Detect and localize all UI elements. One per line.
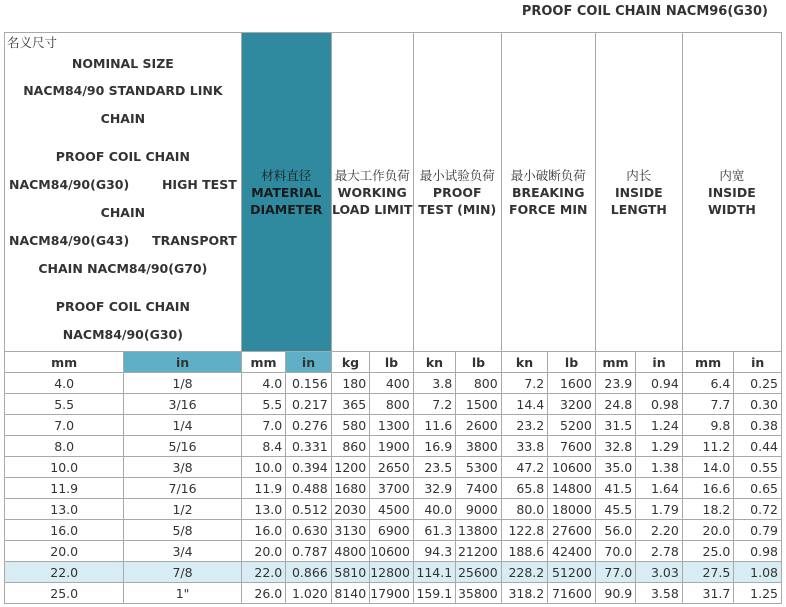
table-cell: 71600	[548, 583, 596, 604]
table-cell: 27600	[548, 520, 596, 541]
table-cell: 2.20	[636, 520, 683, 541]
table-cell: 24.8	[595, 394, 635, 415]
nominal-size-zh: 名义尺寸	[7, 35, 58, 50]
table-cell: 51200	[548, 562, 596, 583]
header-en: MATERIAL DIAMETER	[250, 184, 323, 217]
table-cell: 0.156	[286, 373, 332, 394]
table-cell: 42400	[548, 541, 596, 562]
table-cell: 40.0	[413, 499, 455, 520]
table-cell: 5810	[331, 562, 369, 583]
table-cell: 1.38	[636, 457, 683, 478]
table-cell: 11.9	[5, 478, 124, 499]
nominal-line-part: NACM84/90(G30)	[9, 177, 130, 192]
unit-row	[5, 352, 782, 373]
table-cell: 10600	[548, 457, 596, 478]
table-cell: 0.630	[286, 520, 332, 541]
table-cell: 7.7	[682, 394, 734, 415]
table-cell: 14.4	[501, 394, 548, 415]
table-cell: 13.0	[5, 499, 124, 520]
table-cell: 14800	[548, 478, 596, 499]
nominal-line	[7, 171, 239, 199]
header-en: INSIDE LENGTH	[610, 184, 667, 217]
table-cell: 7.2	[501, 373, 548, 394]
table-cell: 11.9	[241, 478, 286, 499]
table-cell: 3200	[548, 394, 596, 415]
table-cell: 2.78	[636, 541, 683, 562]
inside-width-header	[682, 33, 781, 352]
table-cell: 80.0	[501, 499, 548, 520]
table-cell: 10.0	[241, 457, 286, 478]
unit-cell: mm	[595, 352, 635, 373]
header-zh: 内宽	[719, 167, 745, 183]
chain-spec-table	[4, 32, 782, 604]
unit-cell: mm	[5, 352, 124, 373]
nominal-line-part: TRANSPORT	[152, 233, 237, 248]
table-cell: 5300	[456, 457, 502, 478]
nominal-line: PROOF COIL CHAIN	[55, 149, 190, 164]
table-cell: 2650	[370, 457, 414, 478]
table-row	[5, 499, 782, 520]
table-cell: 16.0	[241, 520, 286, 541]
table-row	[5, 583, 782, 604]
table-row	[5, 436, 782, 457]
table-cell: 1"	[124, 583, 241, 604]
table-cell: 18.2	[682, 499, 734, 520]
table-cell: 7.0	[5, 415, 124, 436]
header-zh: 最小试验负荷	[419, 167, 495, 183]
table-cell: 0.217	[286, 394, 332, 415]
nominal-line: NACM84/90 STANDARD LINK	[23, 83, 223, 98]
table-cell: 0.72	[734, 499, 782, 520]
unit-cell: lb	[548, 352, 596, 373]
table-row	[5, 478, 782, 499]
table-cell: 5200	[548, 415, 596, 436]
table-cell: 0.394	[286, 457, 332, 478]
nominal-line: CHAIN	[100, 111, 146, 126]
table-cell: 31.7	[682, 583, 734, 604]
table-cell: 0.331	[286, 436, 332, 457]
table-cell: 0.38	[734, 415, 782, 436]
table-cell: 7/16	[124, 478, 241, 499]
table-cell: 0.65	[734, 478, 782, 499]
header-zh: 材料直径	[261, 167, 312, 183]
header-en: WORKING LOAD LIMIT	[332, 184, 413, 217]
table-cell: 1300	[370, 415, 414, 436]
unit-cell: in	[636, 352, 683, 373]
table-cell: 17900	[370, 583, 414, 604]
table-cell: 35.0	[595, 457, 635, 478]
table-cell: 1.24	[636, 415, 683, 436]
table-cell: 10600	[370, 541, 414, 562]
table-cell: 6900	[370, 520, 414, 541]
nominal-line	[7, 227, 239, 255]
table-cell: 4500	[370, 499, 414, 520]
table-cell: 21200	[456, 541, 502, 562]
header-zh: 最大工作负荷	[334, 167, 410, 183]
table-cell: 0.866	[286, 562, 332, 583]
table-cell: 20.0	[5, 541, 124, 562]
nominal-size-header	[5, 33, 242, 352]
table-cell: 25.0	[5, 583, 124, 604]
table-cell: 8.4	[241, 436, 286, 457]
table-cell: 4.0	[241, 373, 286, 394]
table-cell: 27.5	[682, 562, 734, 583]
table-cell: 122.8	[501, 520, 548, 541]
table-cell: 1.25	[734, 583, 782, 604]
unit-cell: lb	[370, 352, 414, 373]
material-diameter-header	[241, 33, 331, 352]
table-row	[5, 541, 782, 562]
table-cell: 18000	[548, 499, 596, 520]
table-cell: 13.0	[241, 499, 286, 520]
table-cell: 159.1	[413, 583, 455, 604]
nominal-line: CHAIN	[100, 205, 146, 220]
table-cell: 3130	[331, 520, 369, 541]
table-cell: 0.79	[734, 520, 782, 541]
unit-cell: kn	[501, 352, 548, 373]
table-cell: 12800	[370, 562, 414, 583]
table-cell: 32.9	[413, 478, 455, 499]
table-cell: 16.9	[413, 436, 455, 457]
table-cell: 14.0	[682, 457, 734, 478]
table-cell: 9000	[456, 499, 502, 520]
table-cell: 0.94	[636, 373, 683, 394]
table-cell: 56.0	[595, 520, 635, 541]
table-cell: 35800	[456, 583, 502, 604]
header-en: INSIDE WIDTH	[707, 184, 756, 217]
table-cell: 23.5	[413, 457, 455, 478]
table-cell: 1.020	[286, 583, 332, 604]
table-cell: 22.0	[241, 562, 286, 583]
table-cell: 6.4	[682, 373, 734, 394]
header-zh: 内长	[626, 167, 652, 183]
header-en: PROOF TEST (MIN)	[418, 184, 497, 217]
table-body	[5, 373, 782, 604]
table-cell: 13800	[456, 520, 502, 541]
table-cell: 1.64	[636, 478, 683, 499]
table-cell: 3.58	[636, 583, 683, 604]
table-cell: 5/16	[124, 436, 241, 457]
table-cell: 26.0	[241, 583, 286, 604]
table-cell: 7600	[548, 436, 596, 457]
table-cell: 7.0	[241, 415, 286, 436]
header-row	[5, 33, 782, 352]
table-cell: 32.8	[595, 436, 635, 457]
table-row	[5, 520, 782, 541]
table-cell: 318.2	[501, 583, 548, 604]
table-cell: 800	[370, 394, 414, 415]
table-row	[5, 394, 782, 415]
table-cell: 3.03	[636, 562, 683, 583]
table-cell: 5.5	[241, 394, 286, 415]
inside-length-header	[595, 33, 682, 352]
table-cell: 365	[331, 394, 369, 415]
table-cell: 25600	[456, 562, 502, 583]
table-cell: 1.08	[734, 562, 782, 583]
table-cell: 16.0	[5, 520, 124, 541]
table-cell: 20.0	[241, 541, 286, 562]
table-cell: 0.98	[636, 394, 683, 415]
table-cell: 61.3	[413, 520, 455, 541]
table-cell: 1/4	[124, 415, 241, 436]
table-cell: 0.98	[734, 541, 782, 562]
table-cell: 20.0	[682, 520, 734, 541]
table-cell: 65.8	[501, 478, 548, 499]
breaking-force-header	[501, 33, 595, 352]
table-cell: 22.0	[5, 562, 124, 583]
table-cell: 2030	[331, 499, 369, 520]
nominal-line: PROOF COIL CHAIN	[55, 299, 190, 314]
table-cell: 1/2	[124, 499, 241, 520]
table-cell: 23.9	[595, 373, 635, 394]
table-cell: 11.6	[413, 415, 455, 436]
table-cell: 0.512	[286, 499, 332, 520]
nominal-line: CHAIN NACM84/90(G70)	[38, 261, 208, 276]
table-cell: 0.55	[734, 457, 782, 478]
table-cell: 1/8	[124, 373, 241, 394]
table-row	[5, 457, 782, 478]
unit-cell: mm	[682, 352, 734, 373]
table-cell: 77.0	[595, 562, 635, 583]
unit-cell: in	[734, 352, 782, 373]
table-cell: 9.8	[682, 415, 734, 436]
table-row	[5, 373, 782, 394]
table-cell: 1200	[331, 457, 369, 478]
table-cell: 94.3	[413, 541, 455, 562]
table-cell: 228.2	[501, 562, 548, 583]
table-cell: 10.0	[5, 457, 124, 478]
table-cell: 3/16	[124, 394, 241, 415]
header-en: BREAKING FORCE MIN	[509, 184, 588, 217]
table-cell: 5/8	[124, 520, 241, 541]
table-cell: 0.488	[286, 478, 332, 499]
table-cell: 25.0	[682, 541, 734, 562]
nominal-line-part: NACM84/90(G43)	[9, 233, 130, 248]
table-cell: 1600	[548, 373, 596, 394]
table-cell: 8.0	[5, 436, 124, 457]
table-cell: 114.1	[413, 562, 455, 583]
unit-cell: kg	[331, 352, 369, 373]
unit-cell: kn	[413, 352, 455, 373]
table-cell: 3700	[370, 478, 414, 499]
table-cell: 0.25	[734, 373, 782, 394]
table-cell: 11.2	[682, 436, 734, 457]
table-cell: 7/8	[124, 562, 241, 583]
table-cell: 180	[331, 373, 369, 394]
table-cell: 0.30	[734, 394, 782, 415]
proof-test-header	[413, 33, 501, 352]
table-cell: 580	[331, 415, 369, 436]
table-cell: 41.5	[595, 478, 635, 499]
table-cell: 45.5	[595, 499, 635, 520]
unit-cell: in	[124, 352, 241, 373]
table-cell: 860	[331, 436, 369, 457]
table-cell: 8140	[331, 583, 369, 604]
header-zh: 最小破断负荷	[510, 167, 586, 183]
table-cell: 3/8	[124, 457, 241, 478]
table-cell: 7.2	[413, 394, 455, 415]
table-cell: 1.29	[636, 436, 683, 457]
table-cell: 3.8	[413, 373, 455, 394]
working-load-limit-header	[331, 33, 413, 352]
unit-cell: in	[286, 352, 332, 373]
table-cell: 70.0	[595, 541, 635, 562]
table-cell: 2600	[456, 415, 502, 436]
table-cell: 23.2	[501, 415, 548, 436]
table-cell: 0.276	[286, 415, 332, 436]
table-cell: 4.0	[5, 373, 124, 394]
table-cell: 1500	[456, 394, 502, 415]
table-cell: 1900	[370, 436, 414, 457]
table-cell: 90.9	[595, 583, 635, 604]
table-cell: 800	[456, 373, 502, 394]
table-cell: 33.8	[501, 436, 548, 457]
nominal-line: NACM84/90(G30)	[62, 327, 183, 342]
table-cell: 5.5	[5, 394, 124, 415]
table-cell: 0.44	[734, 436, 782, 457]
unit-cell: mm	[241, 352, 286, 373]
table-cell: 16.6	[682, 478, 734, 499]
table-cell: 7400	[456, 478, 502, 499]
table-cell: 31.5	[595, 415, 635, 436]
nominal-line: NOMINAL SIZE	[71, 56, 174, 71]
table-cell: 1680	[331, 478, 369, 499]
table-cell: 188.6	[501, 541, 548, 562]
table-cell: 400	[370, 373, 414, 394]
table-cell: 47.2	[501, 457, 548, 478]
page-title: PROOF COIL CHAIN NACM96(G30)	[521, 4, 768, 19]
table-row	[5, 415, 782, 436]
table-cell: 3800	[456, 436, 502, 457]
table-cell: 1.79	[636, 499, 683, 520]
table-row	[5, 562, 782, 583]
table-cell: 0.787	[286, 541, 332, 562]
nominal-line-part: HIGH TEST	[161, 177, 237, 192]
unit-cell: lb	[456, 352, 502, 373]
table-cell: 3/4	[124, 541, 241, 562]
table-cell: 4800	[331, 541, 369, 562]
